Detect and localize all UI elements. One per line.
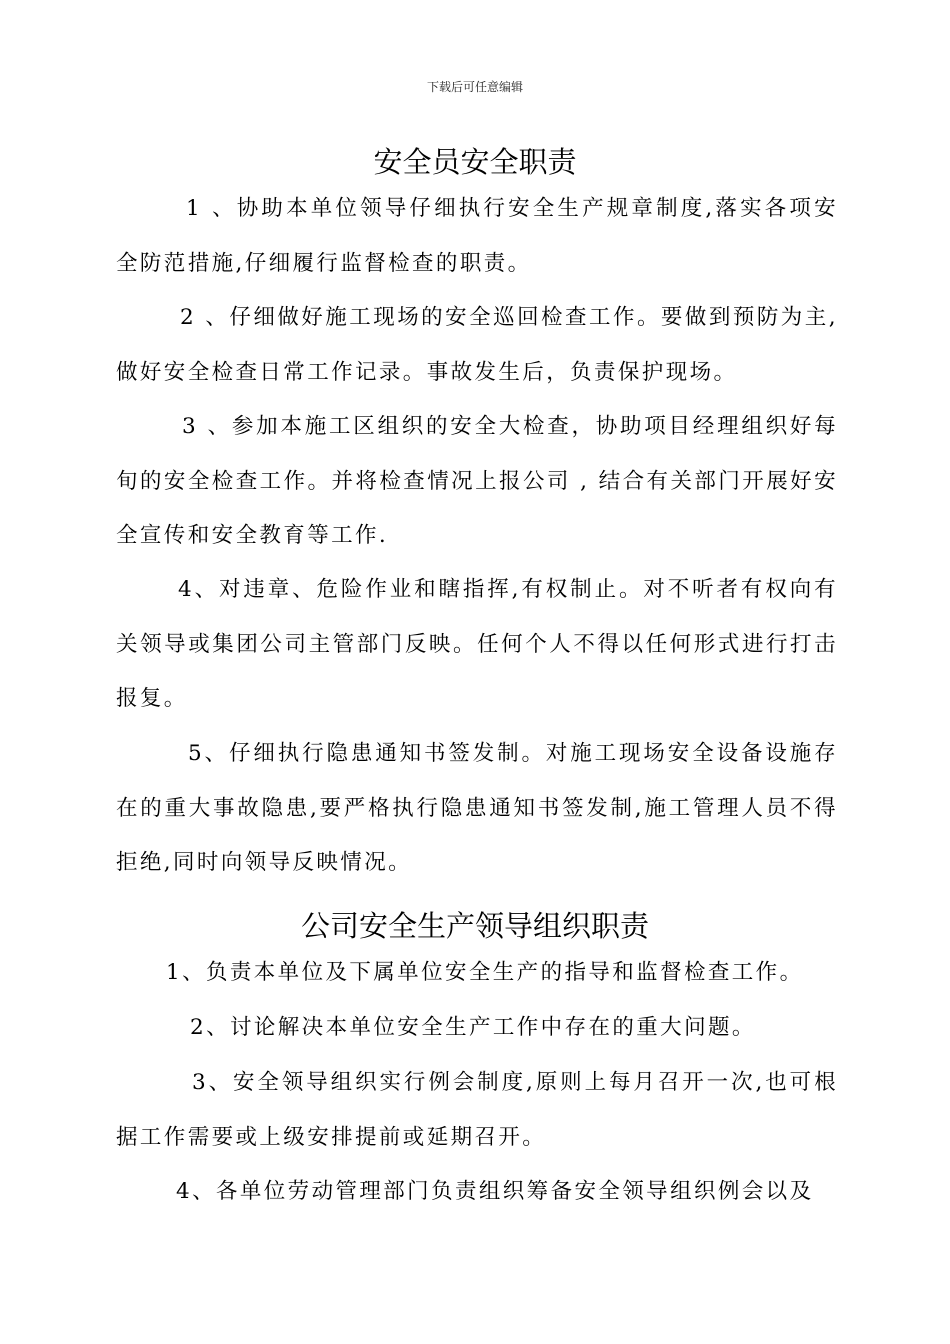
- paragraph: 4、各单位劳动管理部门负责组织筹备安全领导组织例会以及: [176, 1179, 814, 1204]
- paragraph: 3、安全领导组织实行例会制度,原则上每月召开一次,也可根据工作需要或上级安排提前或延期召开。: [116, 1070, 838, 1150]
- paragraph: 3 、参加本施工区组织的安全大检查，协助项目经理组织好每旬的安全检查工作。并将检查情况上报公司 , 结合有关部门开展好安全宣传和安全教育等工作.: [116, 414, 838, 548]
- paragraph: 2、讨论解决本单位安全生产工作中存在的重大问题。: [190, 1015, 756, 1040]
- paragraph: 5、仔细执行隐患通知书签发制。对施工现场安全设备设施存在的重大事故隐患,要严格执行隐患通知书签发制,施工管理人员不得拒绝,同时向领导反映情况。: [116, 741, 838, 875]
- paragraph: 4、对违章、危险作业和瞎指挥,有权制止。对不听者有权向有关领导或集团公司主管部门反映。任何个人不得以任何形式进行打击报复。: [116, 577, 838, 711]
- section-title-leadership-group: 公司安全生产领导组织职责: [300, 909, 649, 943]
- paragraph: 1 、协助本单位领导仔细执行安全生产规章制度,落实各项安全防范措施,仔细履行监督检查的职责。: [116, 196, 838, 276]
- header-note: 下载后可任意编辑: [426, 80, 523, 94]
- paragraph: 2 、仔细做好施工现场的安全巡回检查工作。要做到预防为主,做好安全检查日常工作记录。事故发生后，负责保护现场。: [116, 305, 838, 385]
- section-title-safety-officer: 安全员安全职责: [373, 145, 577, 179]
- paragraph: 1、负责本单位及下属单位安全生产的指导和监督检查工作。: [166, 960, 804, 985]
